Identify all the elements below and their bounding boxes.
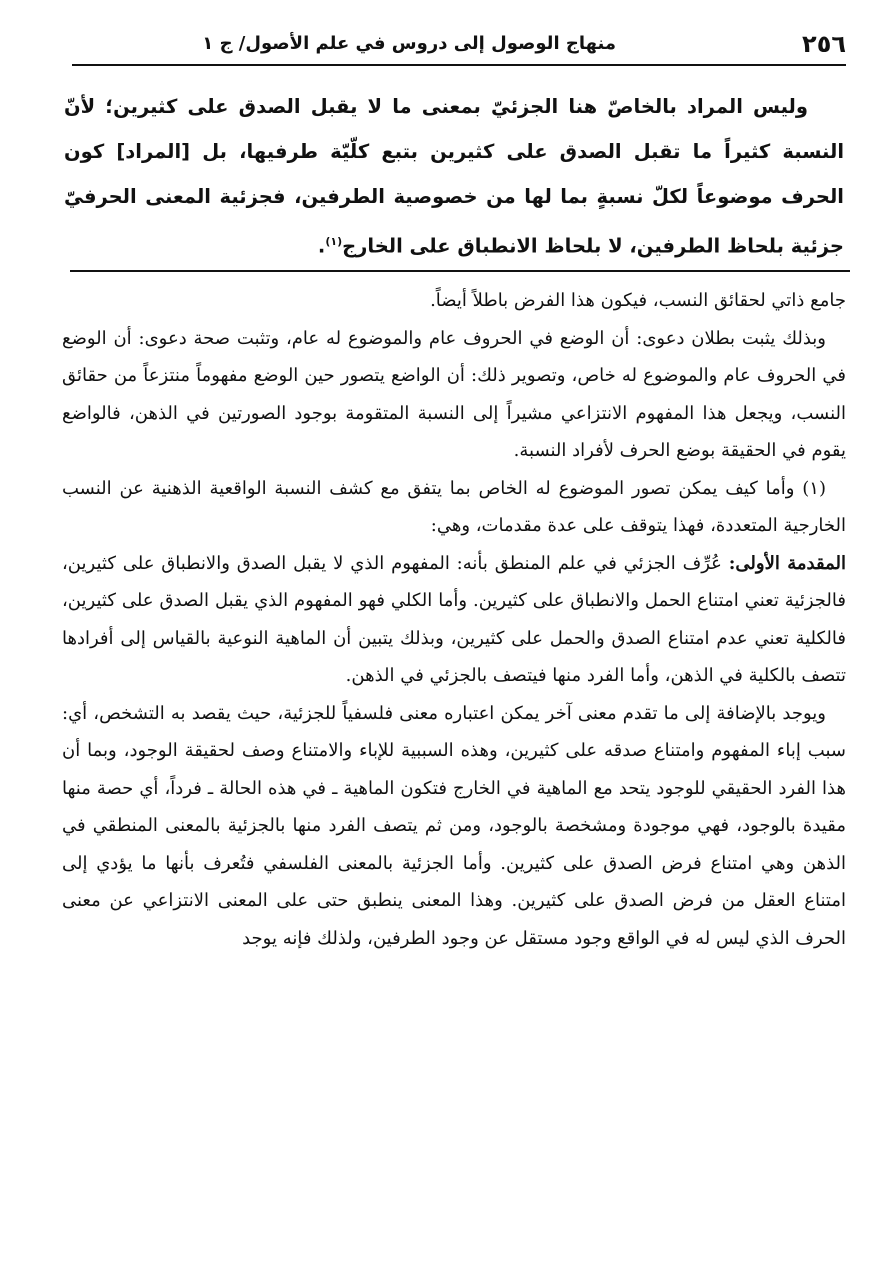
footnote-text <box>62 282 846 957</box>
footnote-reference: (١) <box>325 235 343 248</box>
running-title: منهاج الوصول إلى دروس في علم الأصول/ ج ١ <box>202 33 616 54</box>
main-paragraph <box>64 84 844 269</box>
main-text <box>64 84 844 269</box>
page-number: ٢٥٦ <box>802 30 846 58</box>
footnote-paragraph: جامع ذاتي لحقائق النسب، فيكون هذا الفرض باطلاً أيضاً. <box>430 290 846 311</box>
page-header <box>72 30 846 66</box>
footnote-paragraph: وبذلك يثبت بطلان دعوى: أن الوضع في الحروف عام والموضوع له عام، وتثبت صحة دعوى: أن الوضع في الحروف عام والموضوع له خاص، وتصوير ذلك: أن الواضع يتصور حين الوضع مفهوماً منتزعاً من حقائق النسب، ويجعل هذا المفهوم الانتزاعي مشيراً إلى النسبة المتقومة بوجود الصورتين في الذهن، فالواضع يقوم في الحقيقة بوضع الحرف لأفراد النسبة. <box>62 327 846 461</box>
premise-text: عُرِّف الجزئي في علم المنطق بأنه: المفهوم الذي لا يقبل الصدق والانطباق على كثيرين، فالجزئية تعني امتناع الحمل والانطباق على كثيرين. وأما الكلي فهو المفهوم الذي يقبل الصدق على كثيرين، فالكلية تعني عدم امتناع الصدق والحمل على كثيرين، وبذلك يتبين أن الماهية النوعية بالقياس إلى أفرادها تتصف بالكلية في الذهن، وأما الفرد منها فيتصف بالجزئي في الذهن. <box>62 552 846 686</box>
main-paragraph-end: . <box>317 234 326 258</box>
footnote-paragraph: ويوجد بالإضافة إلى ما تقدم معنى آخر يمكن اعتباره معنى فلسفياً للجزئية، حيث يقصد به التشخص، أي: سبب إباء المفهوم وامتناع صدقه على كثيرين، وهذه السببية للإباء والامتناع وصف لحقيقة الوجود، وبما أن هذا الفرد الحقيقي للوجود يتحد مع الماهية في الخارج فتكون الماهية ـ في هذه الحالة ـ فرداً، أي حصة منها مقيدة بالوجود، فهي موجودة ومشخصة بالوجود، ومن ثم يتصف الفرد منها بالجزئية بالمعنى المنطقي في الذهن وهي امتناع فرض الصدق على كثيرين. وأما الجزئية بالمعنى الفلسفي فتُعرف بأنها ما يؤدي إلى امتناع العقل من فرض الصدق على كثيرين. وهذا المعنى ينطبق حتى على المعنى الانتزاعي عن معنى الحرف الذي ليس له في الواقع وجود مستقل عن وجود الطرفين، ولذلك فإنه يوجد <box>62 702 847 949</box>
premise-label: المقدمة الأولى: <box>728 552 846 574</box>
footnote-separator <box>70 270 850 272</box>
main-paragraph-text: وليس المراد بالخاصّ هنا الجزئيّ بمعنى ما لا يقبل الصدق على كثيرين؛ لأنّ النسبة كثيراً ما تقبل الصدق على كثيرين بتبع كلّيّة طرفيها، بل [المراد] كون الحرف موضوعاً لكلّ نسبةٍ بما لها من خصوصية الطرفين، فجزئية المعنى الحرفيّ جزئية بلحاظ الطرفين، لا بلحاظ الانطباق على الخارج <box>64 95 844 258</box>
premise-paragraph <box>62 545 846 695</box>
footnote-paragraph: (١) وأما كيف يمكن تصور الموضوع له الخاص بما يتفق مع كشف النسبة الواقعية الذهنية عن النسب الخارجية المتعددة، فهذا يتوقف على عدة مقدمات، وهي: <box>62 477 846 536</box>
